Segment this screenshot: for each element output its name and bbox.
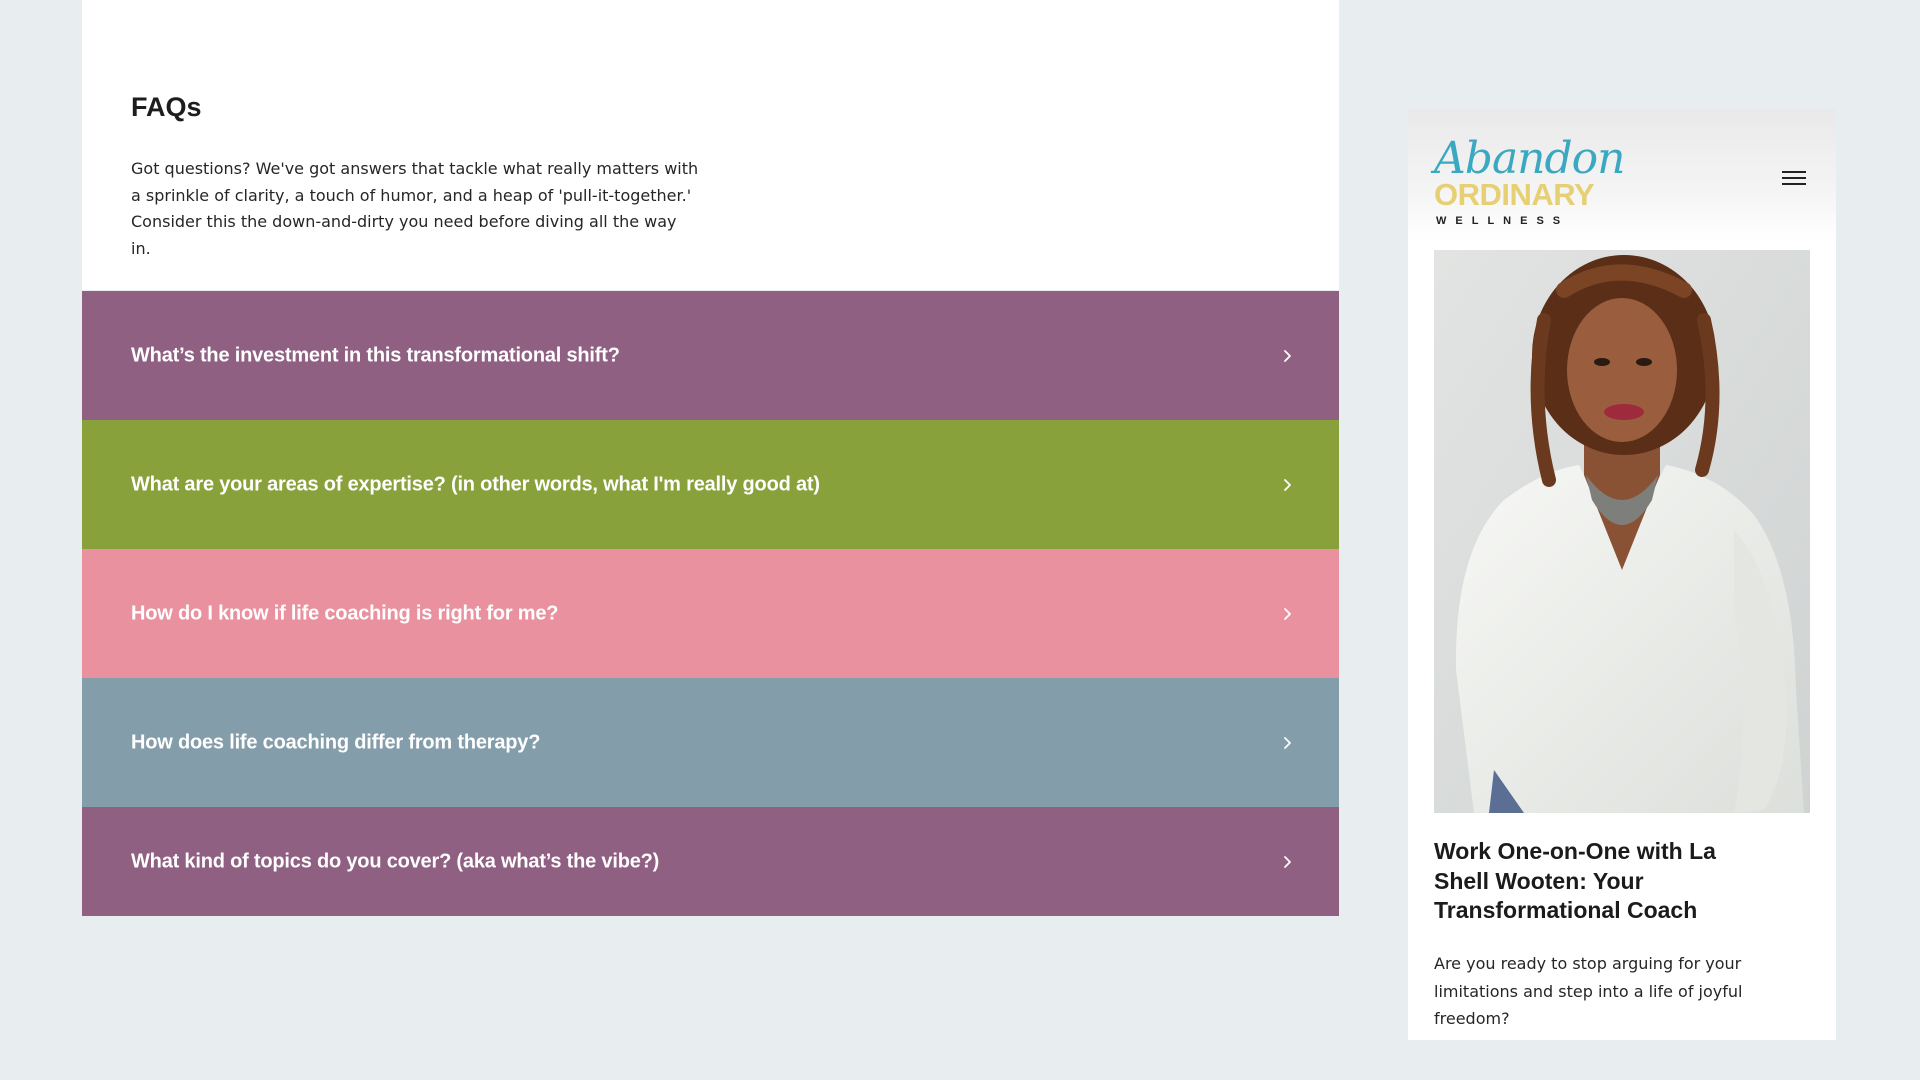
faq-question: How do I know if life coaching is right for me?: [131, 602, 559, 624]
abandon-ordinary-logo[interactable]: [1432, 125, 1625, 229]
chevron-right-icon: [1280, 607, 1294, 621]
faq-question: What kind of topics do you cover? (aka what’s the vibe?): [131, 850, 660, 872]
hamburger-menu-icon[interactable]: [1782, 167, 1808, 189]
chevron-right-icon: [1280, 478, 1294, 492]
faq-item-therapy[interactable]: [82, 678, 1339, 807]
faq-item-investment[interactable]: [82, 291, 1339, 420]
faq-section: [82, 0, 1339, 290]
coach-card: [1408, 109, 1836, 1040]
menu-bar: [1782, 177, 1806, 179]
coach-description: Are you ready to stop arguing for your limitations and step into a life of joyful freedom?: [1434, 954, 1743, 1028]
faq-item-expertise[interactable]: [82, 420, 1339, 549]
logo-ordinary: ORDINARY: [1434, 177, 1595, 212]
coach-portrait: [1434, 250, 1810, 813]
coach-portrait-illustration: [1434, 250, 1810, 813]
faq-question: How does life coaching differ from therapy?: [131, 731, 541, 753]
logo-script: Abandon: [1434, 133, 1625, 184]
coach-heading: Work One-on-One with La Shell Wooten: Your Transformational Coach: [1434, 838, 1716, 923]
faq-item-right-for-me[interactable]: [82, 549, 1339, 678]
site-header: [1408, 109, 1836, 241]
chevron-right-icon: [1280, 736, 1294, 750]
menu-bar: [1782, 171, 1806, 173]
faq-question: What’s the investment in this transformational shift?: [131, 344, 620, 366]
chevron-right-icon: [1280, 349, 1294, 363]
logo-wellness: WELLNESS: [1436, 215, 1570, 227]
faq-intro: Got questions? We've got answers that tackle what really matters with a sprinkle of clarity, a touch of humor, and a heap of 'pull-it-together.' Consider this the down-and-dirty you need before diving all the way in.: [131, 159, 699, 258]
faq-item-topics[interactable]: [82, 807, 1339, 916]
chevron-right-icon: [1280, 855, 1294, 869]
faq-accordion: [82, 291, 1339, 916]
faq-question: What are your areas of expertise? (in other words, what I'm really good at): [131, 473, 820, 495]
menu-bar: [1782, 183, 1806, 185]
faq-title: FAQs: [131, 92, 202, 122]
